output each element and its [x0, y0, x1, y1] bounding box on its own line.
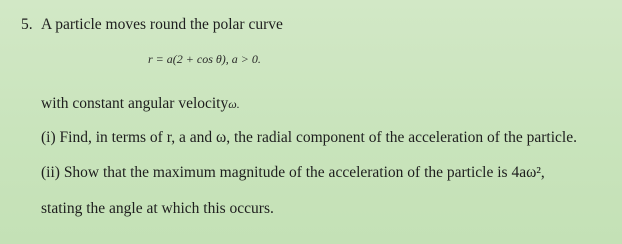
angular-velocity-line	[41, 95, 240, 113]
polar-equation: r = a(2 + cos θ), a > 0.	[148, 52, 261, 66]
part-i-text: Find, in terms of r, a and ω, the radial component of the acceleration of the particle.	[59, 129, 577, 146]
omega-symbol: ω.	[228, 97, 240, 111]
part-i-label: (i)	[41, 129, 56, 146]
question-number: 5.	[21, 16, 33, 33]
part-ii-label: (ii)	[41, 164, 60, 181]
part-ii-continuation-text: stating the angle at which this occurs.	[41, 200, 274, 217]
angular-velocity-text: with constant angular velocity	[41, 95, 229, 112]
part-ii	[41, 164, 545, 182]
question-stem: A particle moves round the polar curve	[41, 16, 283, 33]
part-i	[41, 129, 577, 147]
part-ii-continuation	[41, 200, 274, 218]
part-ii-text: Show that the maximum magnitude of the acceleration of the particle is 4aω²,	[63, 164, 545, 181]
